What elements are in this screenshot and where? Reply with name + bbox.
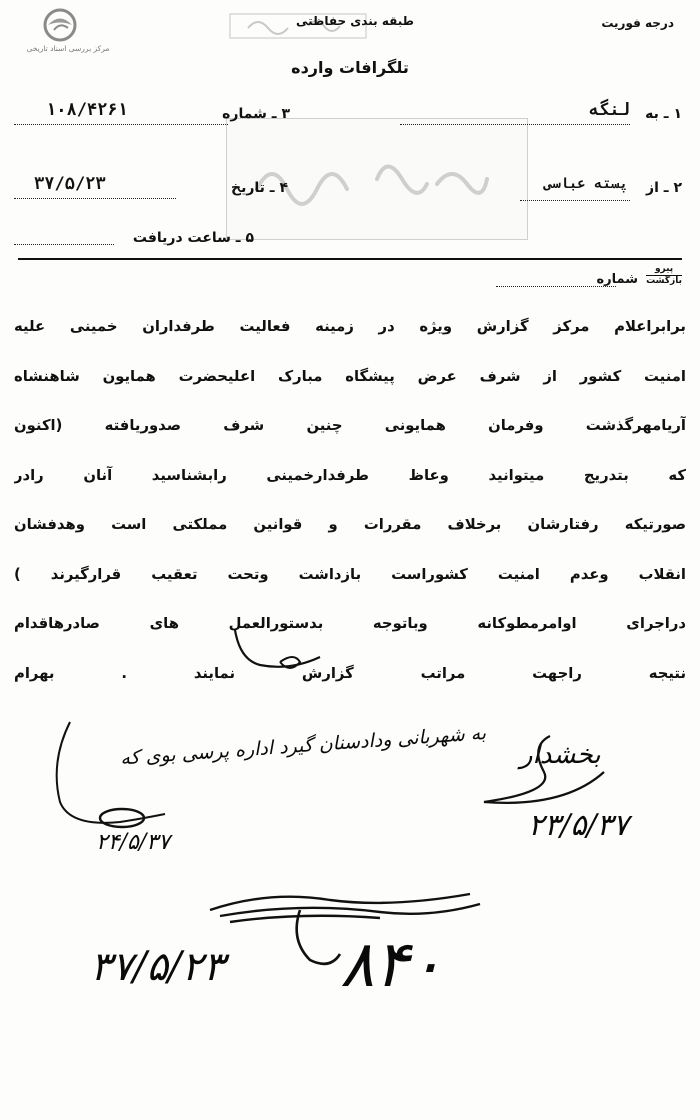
body-line: برابراعلام مرکز گزارش ویژه در زمینه فعالیت طرفداران خمینی علیه — [14, 318, 686, 335]
field-to-dots — [400, 124, 630, 125]
body-line: آریامهرگذشت وفرمان همایونی چنین شرف صدوریافته (اکنون — [14, 417, 686, 434]
archive-logo-text: مرکز بررسی اسناد تاریخی — [26, 44, 110, 53]
field-to-label: ۱ ـ به — [645, 106, 682, 122]
body-line: نتیجه راجهت مراتب گزارش نمایند . بهرام — [14, 664, 686, 682]
field-from-label: ۲ ـ از — [646, 180, 682, 196]
faint-stamp-box — [226, 118, 528, 240]
urgency-label: درجه فوریت — [601, 16, 674, 30]
telegram-body — [14, 302, 686, 698]
field-number-dots — [14, 124, 228, 125]
field-number-label: ۳ ـ شماره — [222, 106, 290, 122]
bottom-handwritten-date: ۳۷/۵/۲۳ — [90, 944, 225, 990]
reference-label: شماره — [596, 272, 638, 287]
body-line: امنیت کشور از شرف عرض پیشگاه مبارک اعلیحضرت همایون شاهنشاه — [14, 367, 686, 385]
right-note-stroke — [470, 730, 670, 820]
field-to-value: لنگه — [589, 100, 630, 120]
archive-logo — [8, 6, 128, 58]
body-line: صورتیکه رفتارشان برخلاف مقررات و قوانین مملکتی است وهدفشان — [14, 516, 686, 533]
archive-emblem-icon — [40, 8, 80, 42]
body-line: انقلاب وعدم امنیت کشوراست بازداشت وتحت تعقیب قرارگیرند ) — [14, 565, 686, 583]
body-line: که بتدریج میتوانید وعاظ طرفدارخمینی رابشناسید آنان رادر — [14, 466, 686, 484]
field-date-value: ۳۷/۵/۲۳ — [34, 174, 106, 194]
field-from-value: پسته عباسی — [543, 176, 628, 192]
field-date-dots — [14, 198, 176, 199]
faint-stamp-scribble — [227, 119, 527, 239]
field-receipt-time-dots — [14, 244, 114, 245]
header-divider — [18, 258, 682, 260]
field-date-label: ۴ ـ تاریخ — [231, 180, 288, 196]
field-from-dots — [520, 200, 630, 201]
right-handwritten-note: بخشدار — [520, 740, 601, 770]
reference-denominator: بازگشت — [646, 276, 682, 286]
form-title: تلگرافات وارده — [291, 58, 409, 77]
reference-numerator: پیرو — [646, 264, 682, 276]
reference-dots — [496, 286, 616, 287]
left-note-date: ۲۴/۵/۳۷ — [96, 830, 170, 855]
sender-signature-flourish — [220, 620, 340, 680]
body-line: دراجرای اوامرمطوکانه وباتوجه بدستورالعمل های صادرهاقدام — [14, 615, 686, 632]
classification-label: طبقه بندی حفاظتی — [296, 14, 414, 28]
bottom-handwritten-number: ۸۴۰ — [340, 928, 444, 1002]
field-number-value: ۱۰۸/۴۲۶۱ — [46, 100, 128, 120]
left-handwritten-note: به شهربانی ودادسنان گیرد اداره پرسی بوی که — [119, 722, 487, 770]
reference-fraction — [646, 264, 682, 287]
field-receipt-time-label: ۵ ـ ساعت دریافت — [132, 230, 254, 246]
right-note-date: ۲۳/۵/۳۷ — [528, 808, 629, 843]
left-note-stroke — [40, 718, 170, 838]
